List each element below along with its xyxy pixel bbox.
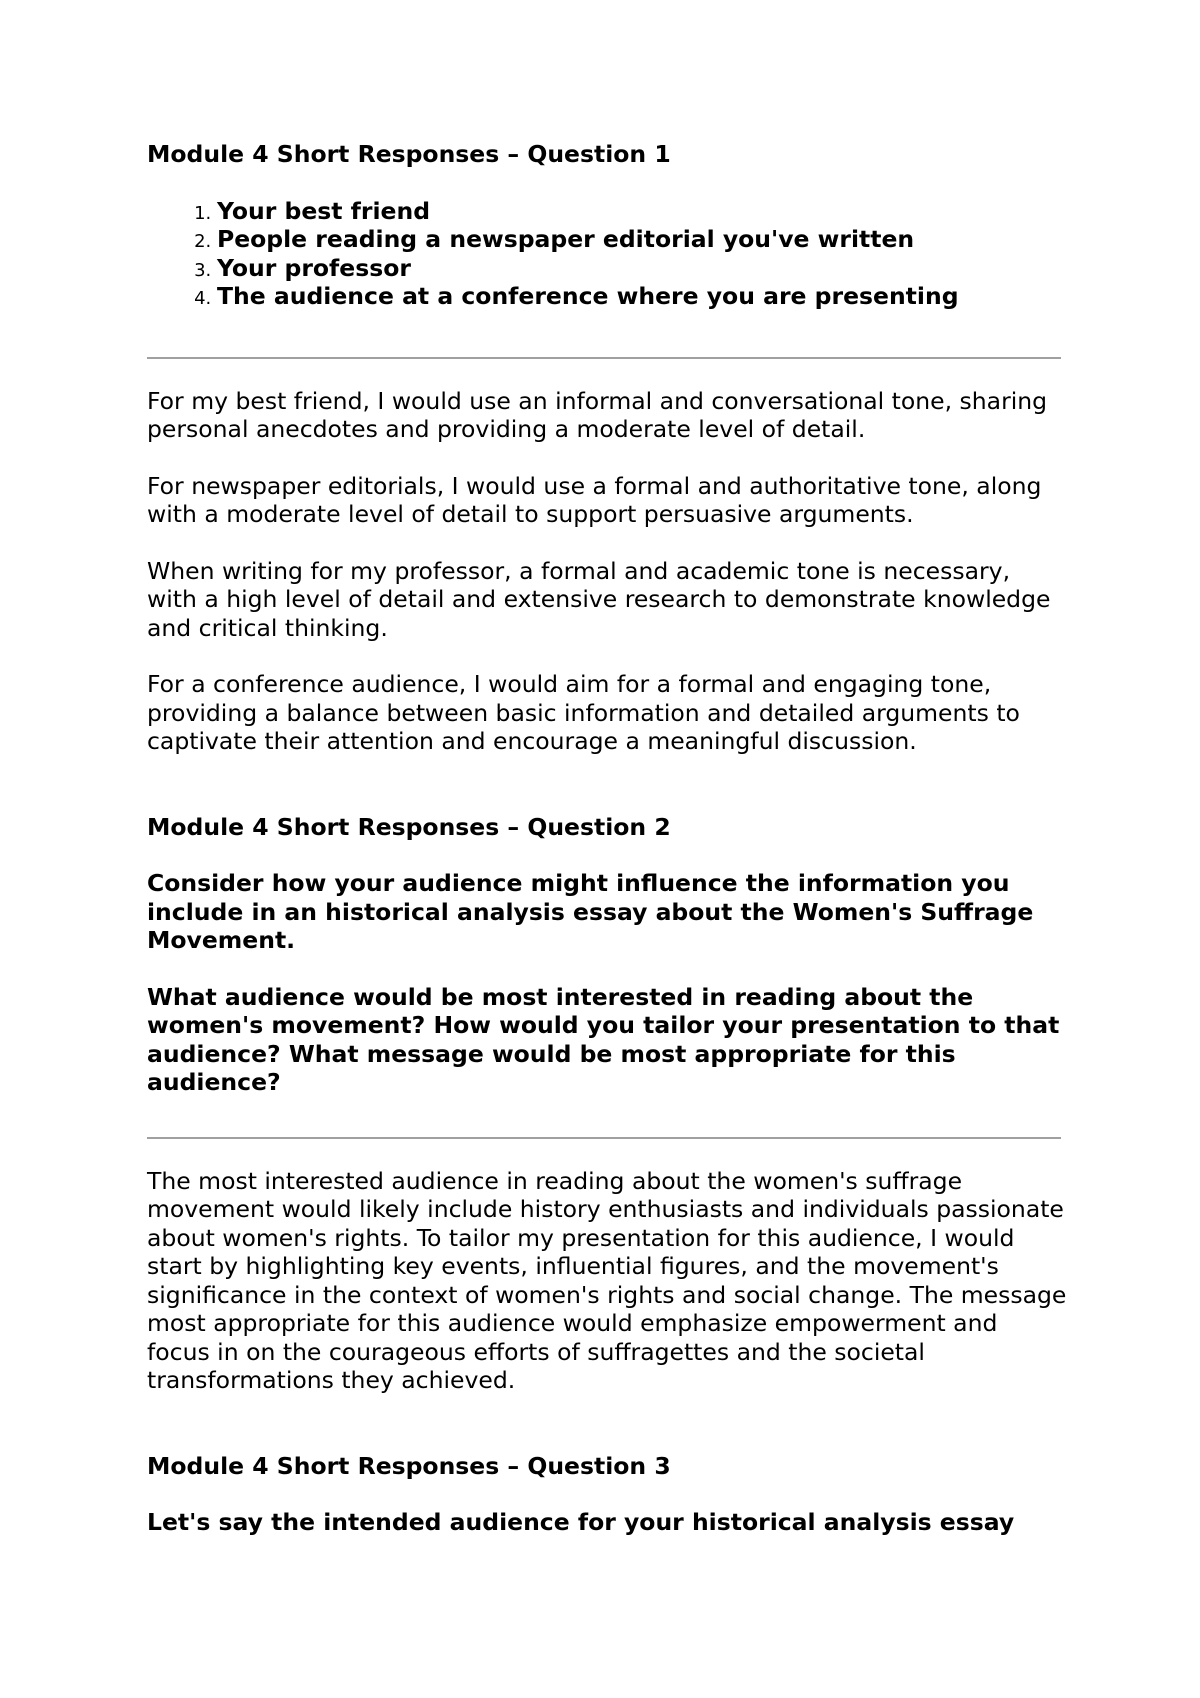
q2-answer: The most interested audience in reading about the women's suffrage movement would likely include history enthusiasts and individuals passionate about women's rights. To tailor my presentation for this audience, I would start by highlighting key events, influential figures, and the movement's significance in the context of women's rights and social change. The message most appropriate for this audience would emphasize empowerment and focus in on the courageous efforts of suffragettes and the societal transformations they achieved.	[147, 1166, 1067, 1394]
q1-answer-best-friend: For my best friend, I would use an informal and conversational tone, sharing personal anecdotes and providing a moderate level of detail.	[147, 386, 1048, 443]
q2-heading: Module 4 Short Responses – Question 2	[147, 812, 671, 841]
list-item: 3. Your professor	[217, 254, 1067, 283]
q3-prompt: Let's say the intended audience for your historical analysis essay	[147, 1508, 1015, 1536]
q1-answer-professor: When writing for my professor, a formal and academic tone is necessary, with a high level of detail and extensive research to demonstrate knowledge and critical thinking.	[147, 556, 1051, 642]
q1-answer-editorial: For newspaper editorials, I would use a formal and authoritative tone, along with a moderate level of detail to support persuasive arguments.	[147, 471, 1042, 528]
q2-prompt-context: Consider how your audience might influence the information you include in an historical analysis essay about the Women's Suffrage Movement.	[147, 869, 1034, 954]
q1-heading: Module 4 Short Responses – Question 1	[147, 140, 671, 168]
list-item: 1. Your best friend	[217, 197, 1067, 226]
q2-prompt-questions: What audience would be most interested in reading about the women's movement? How would you tailor your presentation to that audience? What message would be most appropriate for this audience?	[147, 982, 1060, 1096]
q1-audience-list	[147, 197, 1067, 311]
q1-answer-conference: For a conference audience, I would aim for a formal and engaging tone, providing a balance between basic information and detailed arguments to captivate their attention and encourage a meaningful discussion.	[147, 670, 1020, 755]
list-item: 2. People reading a newspaper editorial you've written	[217, 225, 1067, 254]
q3-heading: Module 4 Short Responses – Question 3	[147, 1451, 671, 1480]
document-page	[147, 140, 1067, 1537]
list-item: 4. The audience at a conference where you are presenting	[217, 282, 1067, 311]
